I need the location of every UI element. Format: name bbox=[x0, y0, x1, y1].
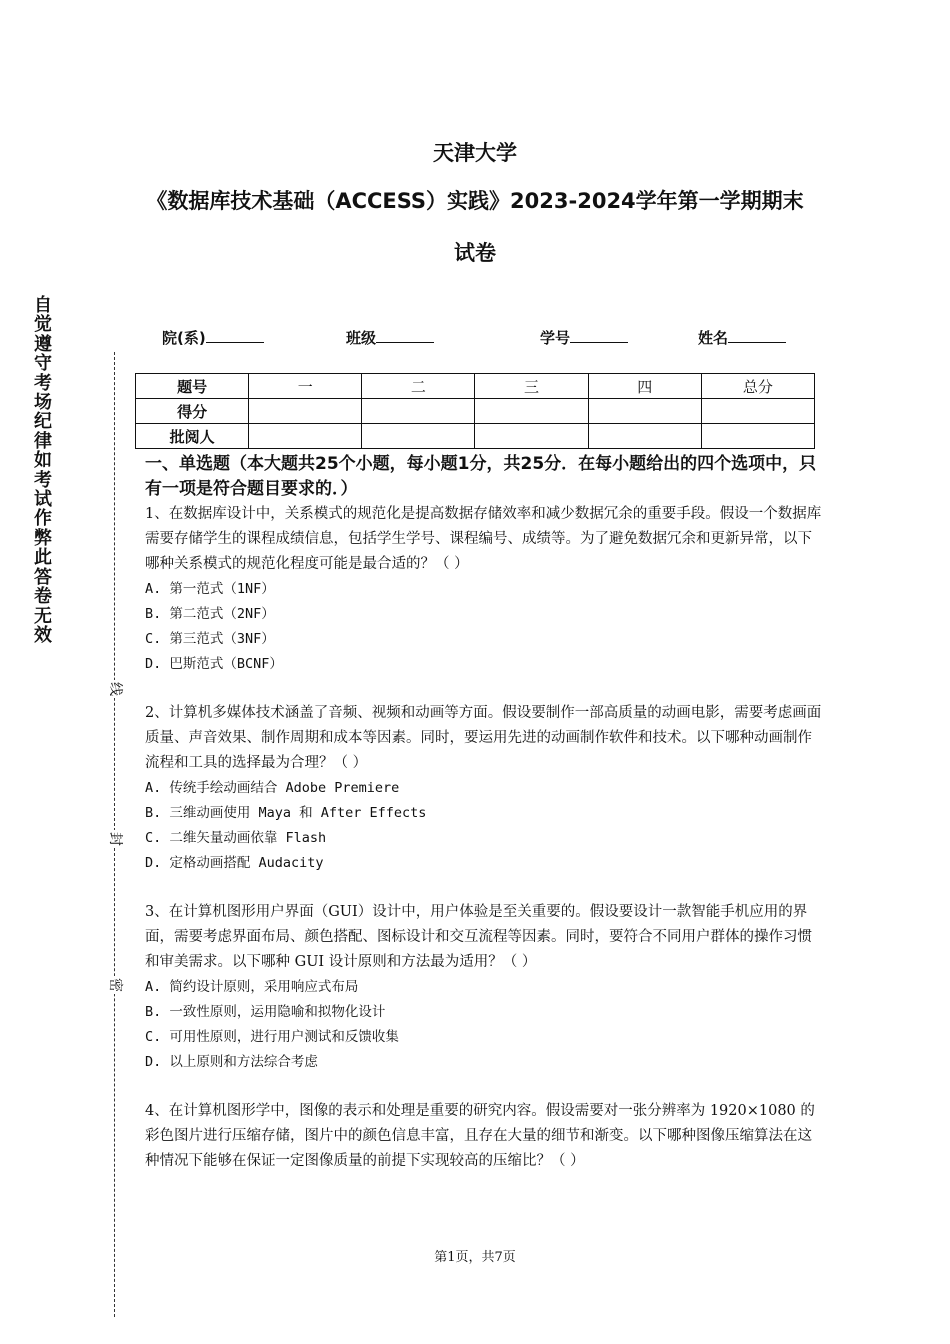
class-field bbox=[346, 327, 434, 348]
department-field bbox=[162, 327, 264, 348]
grader-cell[interactable] bbox=[362, 424, 475, 449]
score-cell[interactable] bbox=[701, 399, 814, 424]
student-id-field bbox=[540, 327, 628, 348]
grader-row-label: 批阅人 bbox=[136, 424, 249, 449]
question-stem: 1、在数据库设计中，关系模式的规范化是提高数据存储效率和减少数据冗余的重要手段。假设一个数据库需要存储学生的课程成绩信息，包括学生学号、课程编号、成绩等。为了避免数据冗余和更新异常，以下哪种关系模式的规范化程度可能是最合适的？（ ） bbox=[145, 506, 822, 572]
university-title: 天津大学 bbox=[433, 141, 517, 165]
name-label: 姓名 bbox=[698, 329, 729, 347]
exam-title: 《数据库技术基础（ACCESS）实践》2023-2024学年第一学期期末 bbox=[146, 189, 804, 213]
question-2 bbox=[145, 701, 825, 876]
question-4 bbox=[145, 1099, 825, 1174]
option-a[interactable]: A. 第一范式（1NF） bbox=[145, 581, 275, 597]
score-table-header-row bbox=[136, 374, 815, 399]
option-b[interactable]: B. 一致性原则，运用隐喻和拟物化设计 bbox=[145, 1004, 386, 1020]
option-d[interactable]: D. 定格动画搭配 Audacity bbox=[145, 855, 324, 871]
score-header-cell: 总分 bbox=[701, 374, 814, 399]
option-c[interactable]: C. 二维矢量动画依靠 Flash bbox=[145, 830, 327, 846]
option-a[interactable]: A. 简约设计原则，采用响应式布局 bbox=[145, 979, 359, 995]
binding-mark-line: 线 bbox=[107, 682, 123, 696]
section-heading: 一、单选题（本大题共25个小题，每小题1分，共25分．在每小题给出的四个选项中，只有一项是符合题目要求的．） bbox=[145, 454, 817, 499]
question-stem: 4、在计算机图形学中，图像的表示和处理是重要的研究内容。假设需要对一张分辨率为 1920×1080 的彩色图片进行压缩存储，图片中的颜色信息丰富，且存在大量的细节和渐变。以下哪种图像压缩算法在这种情况下能够在保证一定图像质量的前提下实现较高的压缩比？（ ） bbox=[145, 1103, 815, 1169]
score-table bbox=[135, 373, 815, 449]
binding-mark-seal: 封 bbox=[107, 832, 123, 846]
page-number: 第1页，共7页 bbox=[434, 1250, 516, 1265]
option-a[interactable]: A. 传统手绘动画结合 Adobe Premiere bbox=[145, 780, 400, 796]
grader-cell[interactable] bbox=[475, 424, 588, 449]
binding-mark-sealed: 密 bbox=[107, 978, 123, 992]
question-stem: 2、计算机多媒体技术涵盖了音频、视频和动画等方面。假设要制作一部高质量的动画电影，需要考虑画面质量、声音效果、制作周期和成本等因素。同时，要运用先进的动画制作软件和技术。以下哪种动画制作流程和工具的选择最为合理？（ ） bbox=[145, 705, 822, 771]
grader-row bbox=[136, 424, 815, 449]
department-label: 院(系) bbox=[162, 329, 206, 347]
score-cell[interactable] bbox=[588, 399, 701, 424]
score-row-label: 得分 bbox=[136, 399, 249, 424]
score-header-cell: 三 bbox=[475, 374, 588, 399]
score-cell[interactable] bbox=[475, 399, 588, 424]
exam-discipline-note: 自觉遵守考场纪律如考试作弊此答卷无效 bbox=[34, 295, 52, 646]
exam-title-continued: 试卷 bbox=[454, 241, 496, 265]
question-1 bbox=[145, 502, 825, 677]
question-stem: 3、在计算机图形用户界面（GUI）设计中，用户体验是至关重要的。假设要设计一款智能手机应用的界面，需要考虑界面布局、颜色搭配、图标设计和交互流程等因素。同时，要符合不同用户群体的操作习惯和审美需求。以下哪种 GUI 设计原则和方法最为适用？（ ） bbox=[145, 904, 812, 970]
grader-cell[interactable] bbox=[588, 424, 701, 449]
option-c[interactable]: C. 第三范式（3NF） bbox=[145, 631, 275, 647]
name-field bbox=[698, 327, 786, 348]
score-header-cell: 二 bbox=[362, 374, 475, 399]
option-d[interactable]: D. 以上原则和方法综合考虑 bbox=[145, 1054, 318, 1070]
option-c[interactable]: C. 可用性原则，进行用户测试和反馈收集 bbox=[145, 1029, 399, 1045]
score-header-cell: 题号 bbox=[136, 374, 249, 399]
option-b[interactable]: B. 第二范式（2NF） bbox=[145, 606, 275, 622]
grader-cell[interactable] bbox=[249, 424, 362, 449]
class-blank[interactable] bbox=[376, 328, 434, 343]
class-label: 班级 bbox=[346, 329, 377, 347]
score-header-cell: 四 bbox=[588, 374, 701, 399]
score-cell[interactable] bbox=[362, 399, 475, 424]
student-id-blank[interactable] bbox=[570, 328, 628, 343]
option-d[interactable]: D. 巴斯范式（BCNF） bbox=[145, 656, 283, 672]
score-cell[interactable] bbox=[249, 399, 362, 424]
question-3 bbox=[145, 900, 825, 1075]
option-b[interactable]: B. 三维动画使用 Maya 和 After Effects bbox=[145, 805, 427, 821]
grader-cell[interactable] bbox=[701, 424, 814, 449]
score-header-cell: 一 bbox=[249, 374, 362, 399]
student-id-label: 学号 bbox=[540, 329, 571, 347]
score-row bbox=[136, 399, 815, 424]
department-blank[interactable] bbox=[206, 328, 264, 343]
name-blank[interactable] bbox=[728, 328, 786, 343]
